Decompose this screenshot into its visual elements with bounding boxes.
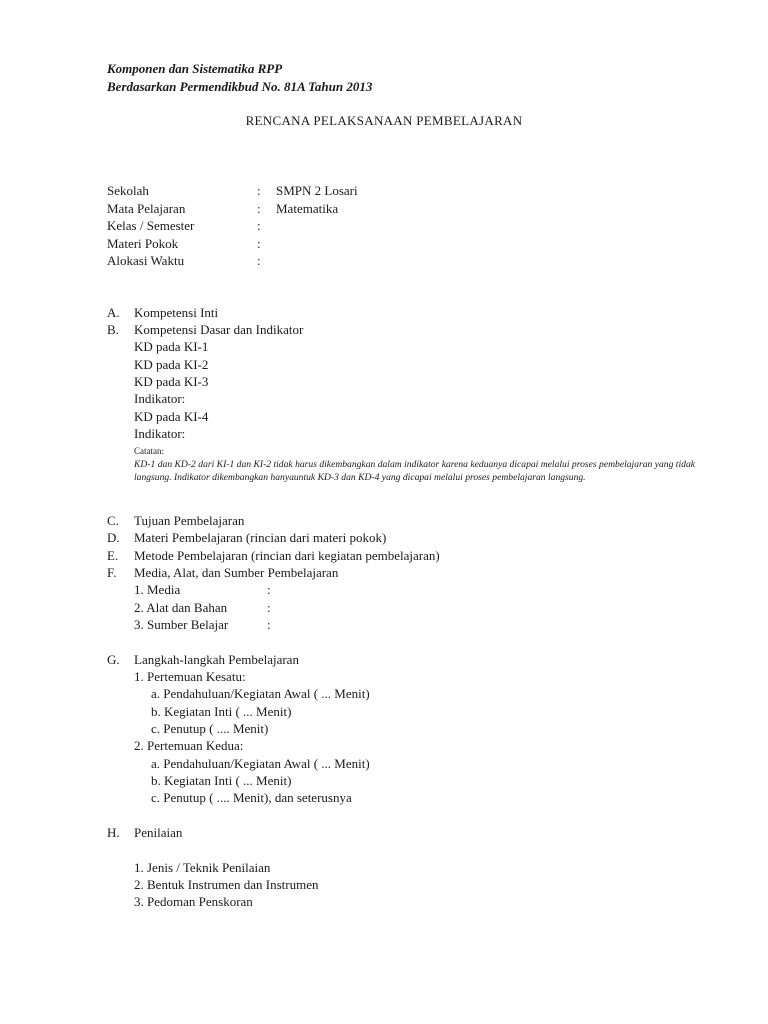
list-item-colon: : [267,600,271,615]
list-item: a. Pendahuluan/Kegiatan Awal ( ... Menit) [151,756,370,771]
identity-colon: : [257,218,261,233]
section-heading: Kompetensi Inti [134,305,219,320]
list-item: 3. Pedoman Penskoran [134,894,253,909]
list-item: 2. Bentuk Instrumen dan Instrumen [134,877,319,892]
identity-label: Materi Pokok [107,236,179,251]
header-line-1: Komponen dan Sistematika RPP [107,61,283,76]
list-item: KD pada KI-4 [134,409,209,424]
note-text: KD-1 dan KD-2 dari KI-1 dan KI-2 tidak harus dikembangkan dalam indikator karena keduanya dicapai melalui proses pembelajaran yang tidak langsung. Indikator dikembangkan hanyauntuk KD-3 dan KD-4 yang dicapai melalui proses pembelajaran langsung. [134,459,695,483]
section-marker: A. [107,305,120,320]
meeting-label: 2. Pertemuan Kedua: [134,738,244,753]
list-item: 2. Alat dan Bahan [134,600,228,615]
section-marker: H. [107,825,120,840]
identity-colon: : [257,236,261,251]
section-heading: Metode Pembelajaran (rincian dari kegiatan pembelajaran) [134,548,440,563]
section-heading: Penilaian [134,825,183,840]
list-item: 3. Sumber Belajar [134,617,229,632]
list-item: Indikator: [134,391,186,406]
identity-colon: : [257,253,261,268]
section-marker: D. [107,530,120,545]
section-marker: E. [107,548,119,563]
list-item: 1. Jenis / Teknik Penilaian [134,860,271,875]
meeting-label: 1. Pertemuan Kesatu: [134,669,246,684]
list-item: KD pada KI-2 [134,357,209,372]
section-heading: Tujuan Pembelajaran [134,513,245,528]
identity-label: Alokasi Waktu [107,253,185,268]
section-marker: F. [107,565,117,580]
section-marker: G. [107,652,120,667]
identity-label: Sekolah [107,183,149,198]
identity-label: Kelas / Semester [107,218,195,233]
identity-colon: : [257,201,261,216]
section-heading: Kompetensi Dasar dan Indikator [134,322,304,337]
section-heading: Media, Alat, dan Sumber Pembelajaran [134,565,339,580]
identity-value: Matematika [276,201,339,216]
list-item: c. Penutup ( .... Menit), dan seterusnya [151,790,352,805]
list-item: b. Kegiatan Inti ( ... Menit) [151,704,292,719]
list-item-colon: : [267,617,271,632]
list-item: a. Pendahuluan/Kegiatan Awal ( ... Menit) [151,686,370,701]
list-item: KD pada KI-3 [134,374,209,389]
list-item-colon: : [267,582,271,597]
identity-label: Mata Pelajaran [107,201,186,216]
section-marker: C. [107,513,119,528]
section-heading: Materi Pembelajaran (rincian dari materi pokok) [134,530,387,545]
list-item: 1. Media [134,582,181,597]
section-heading: Langkah-langkah Pembelajaran [134,652,299,667]
document-title: RENCANA PELAKSANAAN PEMBELAJARAN [245,113,523,128]
section-marker: B. [107,322,119,337]
identity-colon: : [257,183,261,198]
list-item: Indikator: [134,426,186,441]
identity-value: SMPN 2 Losari [276,183,358,198]
note-heading: Catatan: [134,446,164,456]
list-item: KD pada KI-1 [134,339,209,354]
header-line-2: Berdasarkan Permendikbud No. 81A Tahun 2013 [107,79,373,94]
list-item: b. Kegiatan Inti ( ... Menit) [151,773,292,788]
list-item: c. Penutup ( .... Menit) [151,721,269,736]
